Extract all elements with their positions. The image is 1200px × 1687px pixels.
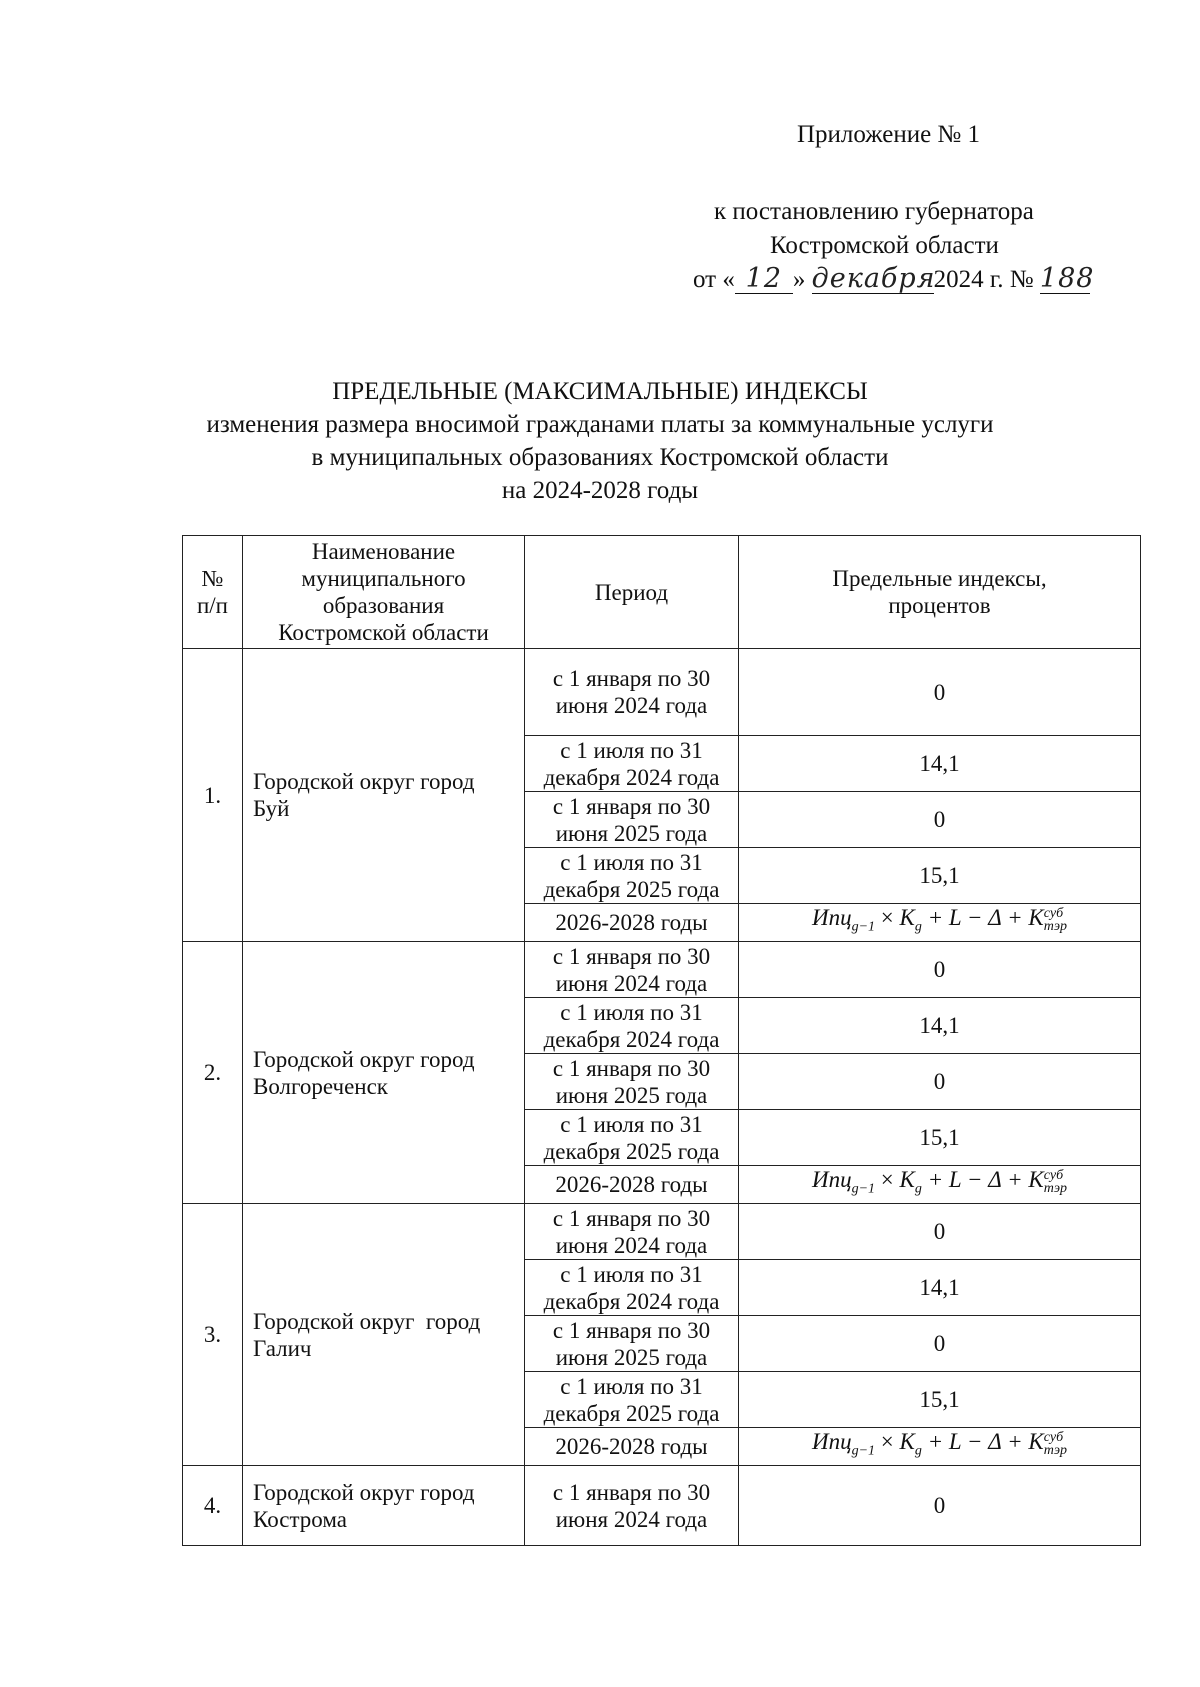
- period-line: с 1 января по 30: [552, 1205, 711, 1231]
- table-row: [183, 942, 1141, 998]
- row-number: 4.: [183, 1466, 243, 1546]
- formula-k2-sup: суб: [1043, 905, 1064, 921]
- formula-rest: + L − Δ + K: [927, 1167, 1044, 1193]
- period-cell: [525, 848, 739, 904]
- date-prefix: от «: [693, 266, 735, 293]
- col-header-name: [243, 536, 525, 649]
- period-line: с 1 июля по 31: [560, 1373, 703, 1399]
- col-header-index-l2: процентов: [888, 593, 991, 618]
- municipality-name-line: Городской округ город: [253, 769, 475, 794]
- period-cell: [525, 998, 739, 1054]
- appendix-label: Приложение № 1: [797, 121, 981, 148]
- col-header-num-l2: п/п: [196, 593, 228, 618]
- index-value: 14,1: [739, 1260, 1141, 1316]
- formula-k2-scripts: [1044, 1431, 1067, 1457]
- period-line: 2026-2028 годы: [555, 1172, 708, 1197]
- formula-base: Ипц: [811, 905, 852, 931]
- formula-base: Ипц: [811, 1429, 852, 1455]
- formula-rest: + L − Δ + K: [927, 1429, 1044, 1455]
- row-number: 1.: [183, 649, 243, 942]
- index-value: 14,1: [739, 736, 1141, 792]
- index-value: 0: [739, 649, 1141, 736]
- period-cell: [525, 1372, 739, 1428]
- doc-number: 188: [1039, 263, 1095, 294]
- period-line: декабря 2025 года: [543, 1138, 720, 1164]
- formula-k2-sub: тэр: [1043, 1180, 1068, 1196]
- period-line: 2026-2028 годы: [555, 910, 708, 935]
- period-cell: [525, 1316, 739, 1372]
- municipality-name-line: Городской округ город: [253, 1046, 475, 1072]
- period-line: с 1 июля по 31: [560, 849, 703, 875]
- formula-times: ×: [880, 905, 894, 931]
- period-cell: [525, 1428, 739, 1466]
- period-cell: [525, 736, 739, 792]
- col-header-num: [183, 536, 243, 649]
- period-line: декабря 2025 года: [543, 876, 720, 902]
- period-line: декабря 2024 года: [543, 1288, 720, 1314]
- municipality-name: [243, 1204, 525, 1466]
- period-cell: [525, 1466, 739, 1546]
- period-line: с 1 июля по 31: [560, 737, 703, 763]
- period-line: июня 2025 года: [555, 1082, 708, 1108]
- index-formula: [739, 1428, 1141, 1466]
- formula-k2-sup: суб: [1043, 1429, 1064, 1445]
- col-header-name-l4: Костромской области: [278, 620, 489, 645]
- formula: [811, 905, 1068, 935]
- index-value: 15,1: [739, 1372, 1141, 1428]
- col-header-index-l1: Предельные индексы,: [832, 566, 1047, 591]
- col-header-num-l1: №: [201, 566, 224, 591]
- period-cell: [525, 1260, 739, 1316]
- formula-base-sub: g−1: [851, 1181, 876, 1197]
- period-line: с 1 января по 30: [552, 666, 711, 691]
- formula-times: ×: [880, 1167, 894, 1193]
- table-body: [183, 649, 1141, 1546]
- col-header-index: [739, 536, 1141, 649]
- index-value: 0: [739, 942, 1141, 998]
- index-formula: [739, 1166, 1141, 1204]
- date-day: 12: [735, 265, 793, 294]
- formula-k2-scripts: [1044, 907, 1067, 933]
- period-cell: [525, 649, 739, 736]
- formula-k2-sub: тэр: [1043, 1442, 1068, 1458]
- period-line: с 1 июля по 31: [560, 999, 703, 1025]
- period-line: с 1 июля по 31: [560, 1261, 703, 1287]
- date-year: 2024 г. №: [933, 266, 1034, 293]
- municipality-name-line: Кострома: [253, 1506, 347, 1532]
- period-cell: [525, 792, 739, 848]
- period-cell: [525, 942, 739, 998]
- formula-k2-sup: суб: [1043, 1167, 1064, 1183]
- municipality-name-line: Волгореченск: [253, 1073, 388, 1099]
- period-line: июня 2025 года: [555, 820, 708, 846]
- period-line: с 1 января по 30: [552, 1055, 711, 1081]
- col-header-name-l3: образования: [322, 593, 445, 618]
- col-header-period: Период: [525, 536, 739, 649]
- municipality-name-line: Городской округ город: [253, 1479, 475, 1505]
- municipality-name-line: Городской округ город: [253, 1308, 481, 1334]
- period-cell: [525, 1166, 739, 1204]
- table-row: [183, 649, 1141, 736]
- formula-k2-sub: тэр: [1043, 918, 1068, 934]
- formula-rest: + L − Δ + K: [927, 905, 1044, 931]
- title-line4: на 2024-2028 годы: [501, 477, 699, 504]
- period-line: 2026-2028 годы: [555, 1434, 708, 1459]
- formula-base: Ипц: [811, 1167, 852, 1193]
- date-mid: »: [792, 266, 806, 293]
- formula-k-sub: g: [914, 1443, 922, 1459]
- period-line: декабря 2025 года: [543, 1400, 720, 1426]
- period-line: декабря 2024 года: [543, 1026, 720, 1052]
- period-line: июня 2025 года: [555, 1344, 708, 1370]
- col-header-name-l1: Наименование: [311, 539, 456, 564]
- index-value: 0: [739, 1054, 1141, 1110]
- decree-to-line2: Костромской области: [770, 232, 999, 259]
- municipality-name: [243, 942, 525, 1204]
- title-line3: в муниципальных образованиях Костромской области: [311, 444, 889, 471]
- formula: [811, 1429, 1068, 1459]
- formula-k-sub: g: [914, 1181, 922, 1197]
- period-cell: [525, 904, 739, 942]
- title-line1: ПРЕДЕЛЬНЫЕ (МАКСИМАЛЬНЫЕ) ИНДЕКСЫ: [332, 378, 868, 405]
- period-cell: [525, 1204, 739, 1260]
- formula-times: ×: [880, 1429, 894, 1455]
- municipality-name-line: Буй: [253, 796, 290, 821]
- municipality-name: [243, 649, 525, 942]
- index-value: 0: [739, 1204, 1141, 1260]
- title-line2: изменения размера вносимой гражданами платы за коммунальные услуги: [206, 411, 994, 438]
- row-number: 2.: [183, 942, 243, 1204]
- period-line: с 1 января по 30: [552, 793, 711, 819]
- formula-base-sub: g−1: [851, 1443, 876, 1459]
- period-line: с 1 января по 30: [552, 1317, 711, 1343]
- period-line: с 1 июля по 31: [560, 1111, 703, 1137]
- index-value: 0: [739, 1466, 1141, 1546]
- index-value: 0: [739, 1316, 1141, 1372]
- formula-k-sub: g: [914, 919, 922, 935]
- table-header-row: [183, 536, 1141, 649]
- index-value: 14,1: [739, 998, 1141, 1054]
- period-cell: [525, 1110, 739, 1166]
- period-line: июня 2024 года: [555, 970, 708, 996]
- index-value: 15,1: [739, 848, 1141, 904]
- table-row: [183, 1204, 1141, 1260]
- indices-table: [182, 535, 1141, 1546]
- index-value: 15,1: [739, 1110, 1141, 1166]
- municipality-name: [243, 1466, 525, 1546]
- period-cell: [525, 1054, 739, 1110]
- period-line: июня 2024 года: [555, 1506, 708, 1532]
- decree-to-line1: к постановлению губернатора: [714, 198, 1034, 225]
- date-month: декабря: [811, 263, 936, 294]
- period-line: с 1 января по 30: [552, 1479, 711, 1505]
- index-formula: [739, 904, 1141, 942]
- formula-k2-scripts: [1044, 1169, 1067, 1195]
- period-line: июня 2024 года: [555, 693, 708, 718]
- period-line: декабря 2024 года: [543, 764, 720, 790]
- index-value: 0: [739, 792, 1141, 848]
- formula-k: K: [899, 905, 915, 931]
- col-header-name-l2: муниципального: [301, 566, 466, 591]
- municipality-name-line: Галич: [253, 1335, 312, 1361]
- decree-date-line: [693, 263, 1095, 296]
- table-row: [183, 1466, 1141, 1546]
- formula: [811, 1167, 1068, 1197]
- row-number: 3.: [183, 1204, 243, 1466]
- formula-base-sub: g−1: [851, 919, 876, 935]
- formula-k: K: [899, 1429, 915, 1455]
- period-line: с 1 января по 30: [552, 943, 711, 969]
- period-line: июня 2024 года: [555, 1232, 708, 1258]
- formula-k: K: [899, 1167, 915, 1193]
